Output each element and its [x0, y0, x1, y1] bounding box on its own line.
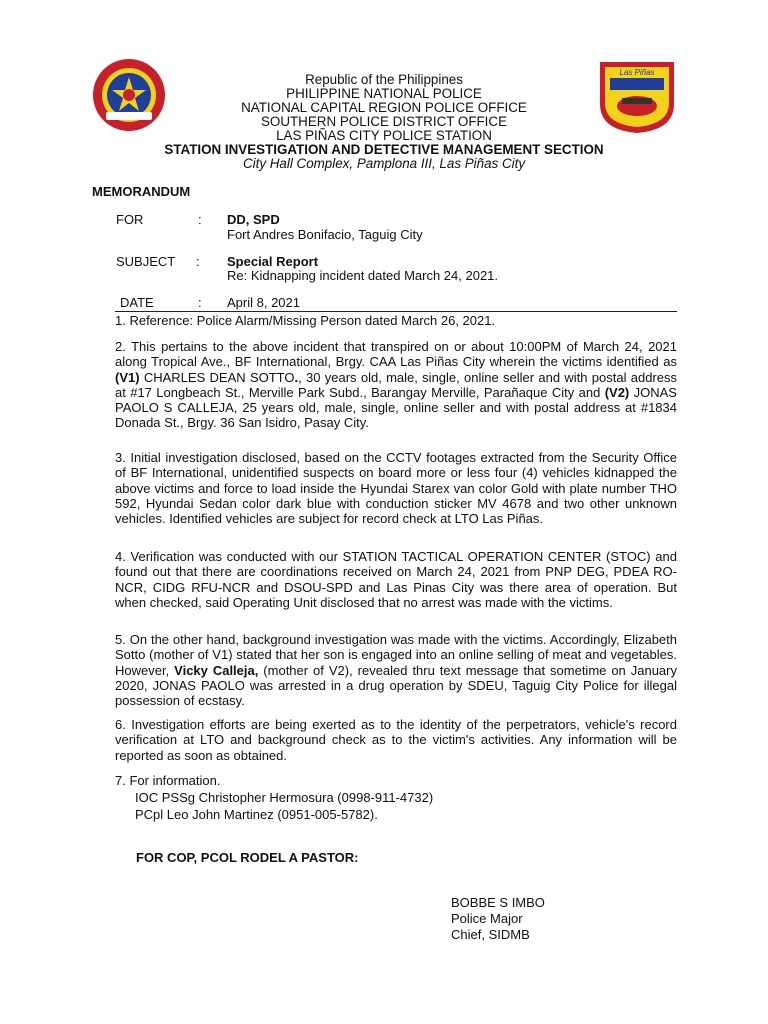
- paragraph-3: [115, 450, 677, 526]
- paragraph-2-d: JONAS PAOLO S CALLEJA, 25 years old, male, single, online seller and with postal address at #1834 Donada St., Brgy. 36 San Isidro, Pasay City.: [115, 384, 677, 431]
- header-pnp: PHILIPPINE NATIONAL POLICE: [286, 86, 482, 101]
- subject-label: SUBJECT: [116, 254, 176, 269]
- paragraph-1: [115, 313, 677, 328]
- for-colon: :: [198, 212, 202, 227]
- paragraph-2-comma: .: [294, 369, 299, 385]
- for-cop-line: FOR COP, PCOL RODEL A PASTOR:: [136, 850, 359, 865]
- subject-colon: :: [196, 254, 200, 269]
- svg-text:Las Piñas: Las Piñas: [619, 68, 655, 77]
- v1-name: CHARLES DEAN SOTTO: [139, 369, 295, 385]
- for-sub: Fort Andres Bonifacio, Taguig City: [227, 227, 423, 242]
- header-divider: [115, 311, 677, 312]
- signatory-position: Chief, SIDMB: [451, 927, 530, 942]
- signatory-name: BOBBE S IMBO: [451, 895, 545, 910]
- paragraph-2-c: , 30 years old, male, single, online seller and with postal address at #17 Longbeach St., Merville Park Subd., Barangay Merville, Parañaque City and: [115, 369, 677, 400]
- paragraph-4: [115, 549, 677, 610]
- paragraph-2: [115, 339, 677, 431]
- for-value: DD, SPD: [227, 212, 280, 227]
- date-label: DATE: [120, 295, 154, 310]
- contact-2: PCpl Leo John Martinez (0951-005-5782).: [135, 807, 378, 822]
- date-value: April 8, 2021: [227, 295, 300, 310]
- header-section: STATION INVESTIGATION AND DETECTIVE MANAGEMENT SECTION: [164, 142, 604, 157]
- subject-value: Special Report: [227, 254, 319, 269]
- mother-v2-name: Vicky Calleja,: [174, 662, 259, 678]
- contact-1: IOC PSSg Christopher Hermosura (0998-911-4732): [135, 790, 434, 805]
- paragraph-4-text: 4. Verification was conducted with our STATION TACTICAL OPERATION CENTER (STOC) and found out that there are coordinations received on March 24, 2021 from PNP DEG, PDEA RO-NCR, CIDG RFU-NCR and DSOU-SPD and Las Pinas City was there area of operation. But when checked, said Operating Unit disclosed that no arrest was made with the victims.: [115, 549, 677, 610]
- for-label: FOR: [116, 212, 144, 227]
- paragraph-5-a: 5. On the other hand, background investigation was made with the victims. Accordingly, Elizabeth Sotto (mother of V1) stated that her son is engaged into an online selling of meat and vegetables. However,: [115, 632, 677, 678]
- header-spd: SOUTHERN POLICE DISTRICT OFFICE: [260, 114, 507, 129]
- paragraph-6-text: 6. Investigation efforts are being exerted as to the identity of the perpetrators, vehicle's record verification at LTO and background check as to the victim's activities. Any information will be reported as soon as obtained.: [115, 717, 677, 763]
- paragraph-6: [115, 717, 677, 763]
- paragraph-1-text: 1. Reference: Police Alarm/Missing Person dated March 26, 2021.: [115, 313, 496, 328]
- v2-tag: (V2): [604, 384, 630, 400]
- header-ncrpo: NATIONAL CAPITAL REGION POLICE OFFICE: [241, 100, 527, 115]
- v1-tag: (V1): [115, 369, 140, 385]
- paragraph-2-a: 2. This pertains to the above incident that transpired on or about 10:00PM of March 24, 2021 along Tropical Ave., BF International, Brgy. CAA Las Piñas City wherein the victims identified as: [115, 339, 677, 370]
- paragraph-7: 7. For information.: [115, 773, 221, 788]
- header-republic: Republic of the Philippines: [305, 72, 463, 87]
- header-station: LAS PIÑAS CITY POLICE STATION: [276, 128, 492, 143]
- paragraph-3-text: 3. Initial investigation disclosed, based on the CCTV footages extracted from the Security Office of BF International, unidentified suspects on board more or less four (4) vehicles kidnapped the above victims and force to load inside the Hyundai Starex van color Gold with plate number THO 592, Hyundai Sedan color dark blue with conduction sticker MV 4678 and two other unknown vehicles. Identified vehicles are subject for record check at LTO Las Piñas.: [115, 450, 677, 527]
- signatory-rank: Police Major: [451, 911, 523, 926]
- subject-sub: Re: Kidnapping incident dated March 24, 2021.: [227, 268, 499, 283]
- date-colon: :: [198, 295, 202, 310]
- paragraph-5-c: (mother of V2), revealed thru text message that sometime on January 2020, JONAS PAOLO was arrested in a drug operation by SDEU, Taguig City Police for illegal possession of ecstasy.: [115, 662, 677, 709]
- header-address: City Hall Complex, Pamplona III, Las Piñas City: [242, 156, 526, 171]
- memo-title: MEMORANDUM: [92, 184, 191, 199]
- paragraph-5: [115, 632, 677, 708]
